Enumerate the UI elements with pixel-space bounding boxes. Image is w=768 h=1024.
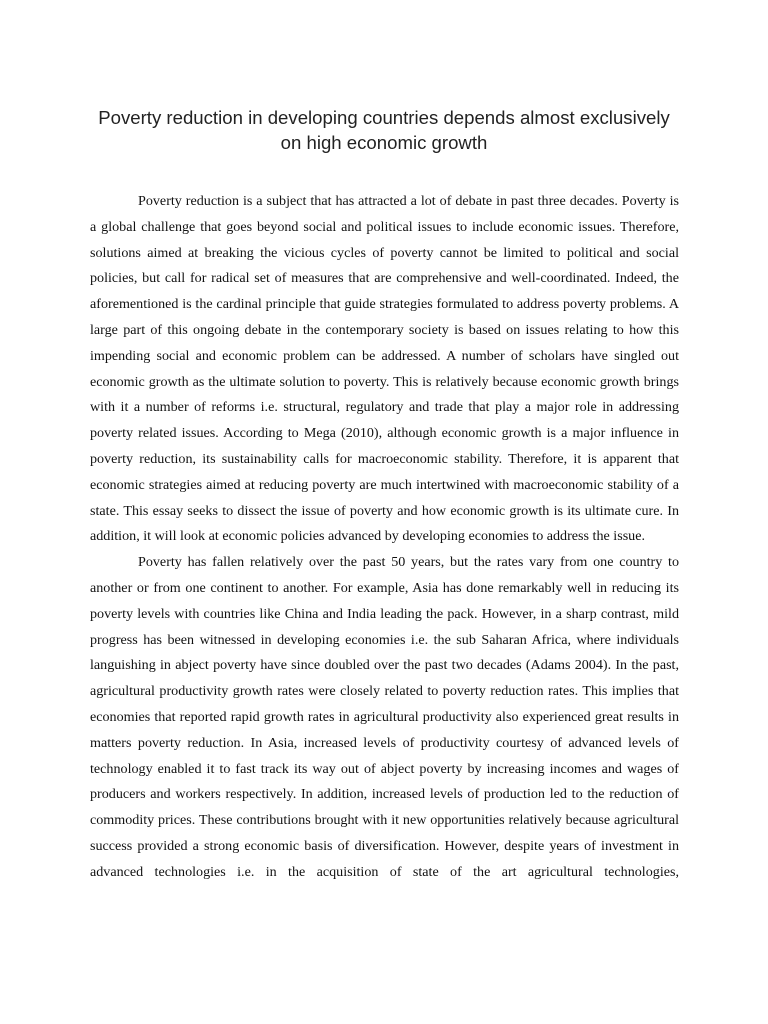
document-title: Poverty reduction in developing countries depends almost exclusively on high economic growth: [98, 107, 670, 153]
paragraph-2: Poverty has fallen relatively over the past 50 years, but the rates vary from one country to another or from one continent to another. For example, Asia has done remarkably well in reducing its poverty levels with countries like China and India leading the pack. However, in a sharp contrast, mild progress has been witnessed in developing economies i.e. the sub Saharan Africa, where individuals languishing in abject poverty have since doubled over the past two decades (Adams 2004). In the past, agricultural productivity growth rates were closely related to poverty reduction rates. This implies that economies that reported rapid growth rates in agricultural productivity also experienced great results in matters poverty reduction. In Asia, increased levels of productivity courtesy of advanced levels of technology enabled it to fast track its way out of abject poverty by increasing incomes and wages of producers and workers respectively. In addition, increased levels of production led to the reduction of commodity prices. These contributions brought with it new opportunities relatively because agricultural success provided a strong economic basis of diversification. However, despite years of investment in advanced technologies i.e. in the acquisition of state of the art agricultural technologies,: [90, 554, 679, 880]
document-body: [90, 189, 679, 886]
paragraph-1: Poverty reduction is a subject that has attracted a lot of debate in past three decades. Poverty is a global challenge that goes beyond social and political issues to include economic issues. Therefore, solutions aimed at breaking the vicious cycles of poverty cannot be limited to political and social policies, but call for radical set of measures that are comprehensive and well-coordinated. Indeed, the aforementioned is the cardinal principle that guide strategies formulated to address poverty problems. A large part of this ongoing debate in the contemporary society is based on issues relating to how this impending social and economic problem can be addressed. A number of scholars have singled out economic growth as the ultimate solution to poverty. This is relatively because economic growth brings with it a number of reforms i.e. structural, regulatory and trade that play a major role in addressing poverty related issues. According to Mega (2010), although economic growth is a major influence in poverty reduction, its sustainability calls for macroeconomic stability. Therefore, it is apparent that economic strategies aimed at reducing poverty are much intertwined with macroeconomic stability of a state. This essay seeks to dissect the issue of poverty and how economic growth is its ultimate cure. In addition, it will look at economic policies advanced by developing economies to address the issue.: [90, 193, 679, 545]
